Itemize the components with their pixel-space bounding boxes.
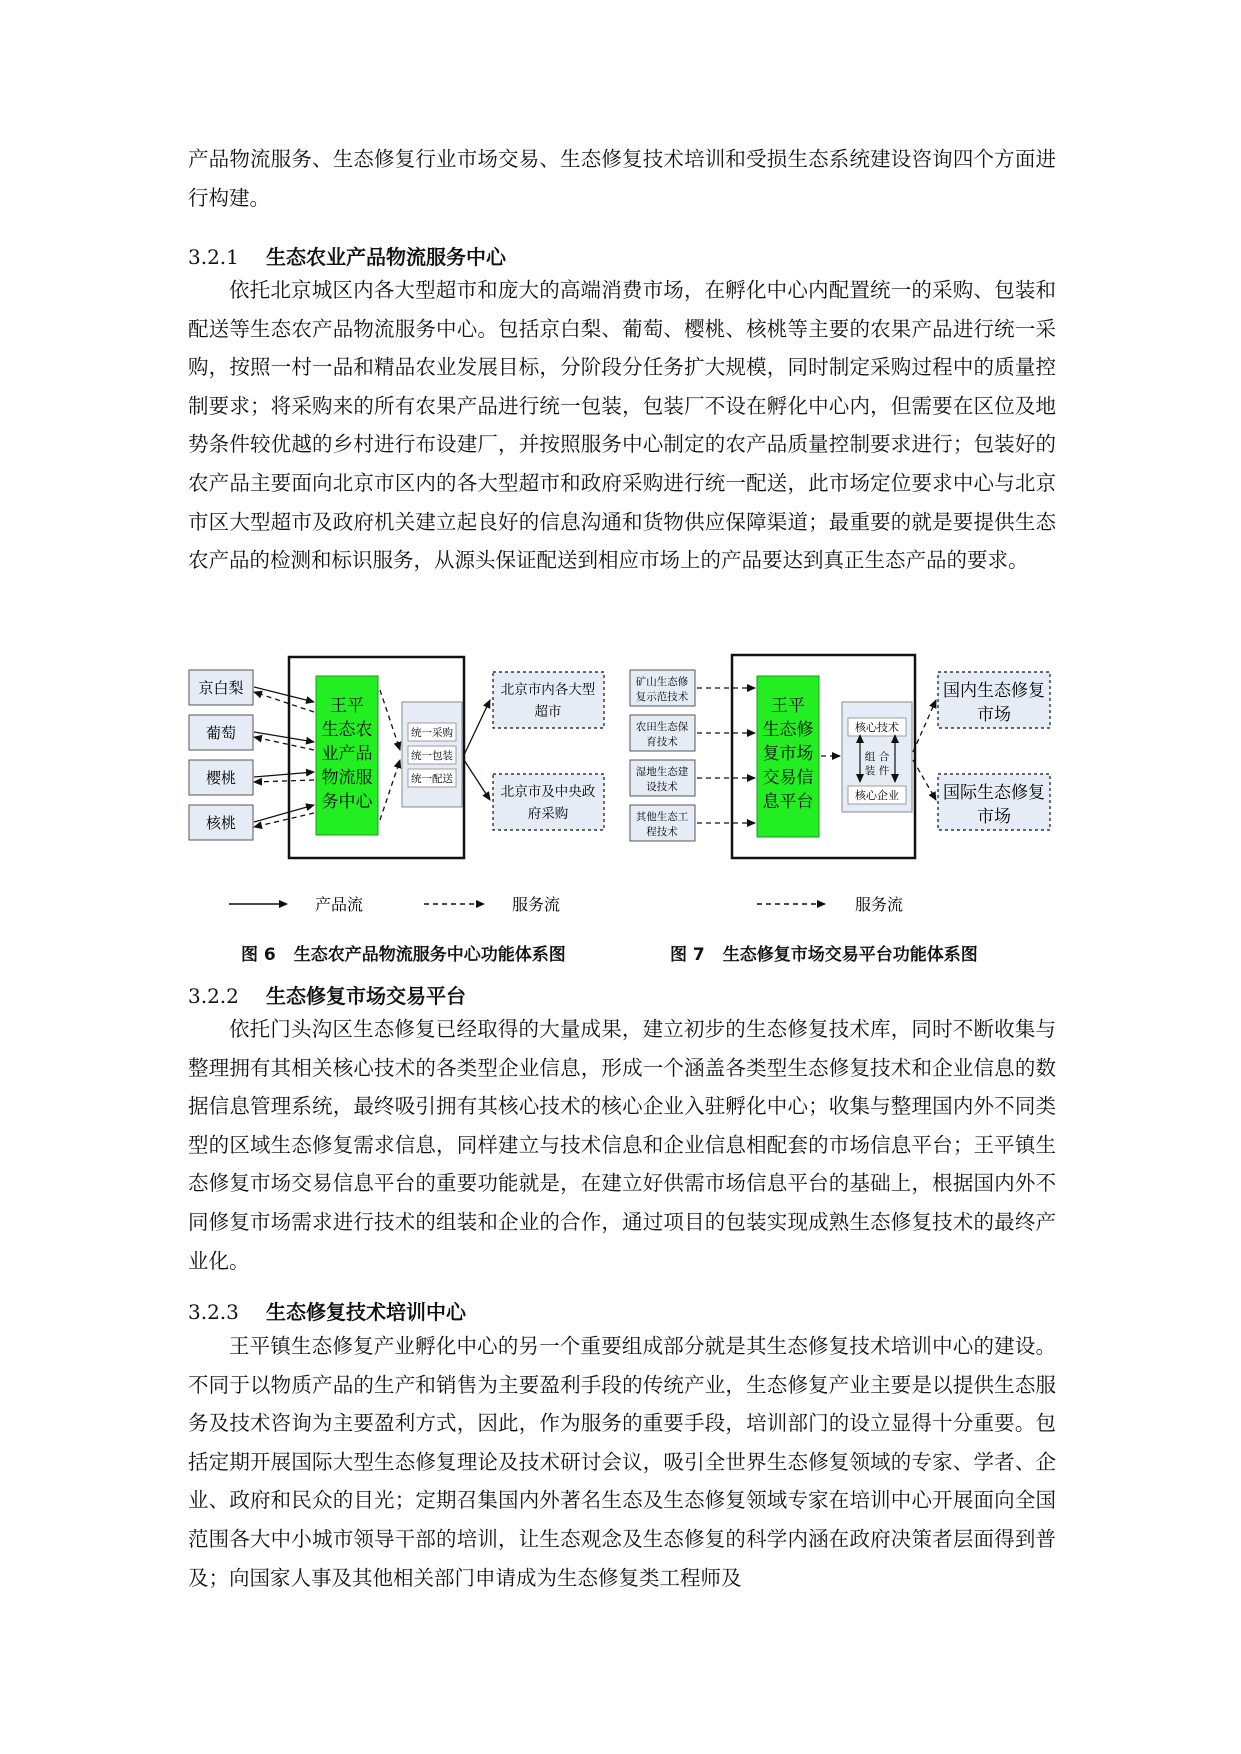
- fig7-combine-char: 合: [878, 751, 890, 763]
- fig7-combine-char: 装: [864, 765, 876, 777]
- fig7-center-line: 息平台: [762, 792, 814, 812]
- fig6-output-line: 北京市内各大型: [500, 682, 596, 698]
- fig6-input-label: 樱桃: [205, 769, 237, 787]
- section-3-2-2-body: 依托门头沟区生态修复已经取得的大量成果，建立初步的生态修复技术库，同时不断收集与整理拥有其相关核心技术的各类型企业信息，形成一个涵盖各类型生态修复技术和企业信息的数据信息管理系统，最终吸引拥有其核心技术的核心企业入驻孵化中心；收集与整理国内外不同类型的区域生态修复需求信息，同样建立与技术信息和企业信息相配套的市场信息平台；王平镇生态修复市场交易信息平台的重要功能就是，在建立好供需市场信息平台的基础上，根据国内外不同修复市场需求进行技术的组装和企业的合作，通过项目的包装实现成熟生态修复技术的最终产业化。: [188, 1017, 1056, 1273]
- caption-title: 生态农产品物流服务中心功能体系图: [293, 945, 566, 965]
- section-3-2-3-heading: [188, 1296, 466, 1325]
- fig7-core-enterprise-label: 核心企业: [855, 789, 899, 802]
- fig6-center-line: 王平: [330, 696, 364, 716]
- intro-paragraph: 产品物流服务、生态修复行业市场交易、生态修复技术培训和受损生态系统建设咨询四个方面进行构建。: [188, 147, 1056, 210]
- fig6-service-label: 统一配送: [411, 773, 453, 785]
- section-title: 生态修复市场交易平台: [266, 984, 466, 1008]
- figure-7-caption: [670, 940, 978, 965]
- fig7-output-arrows: [913, 700, 936, 800]
- fig7-combine-char: 组: [864, 751, 876, 763]
- section-title: 生态农业产品物流服务中心: [266, 245, 506, 269]
- fig7-combine-char: 件: [878, 765, 890, 777]
- fig6-legend-product-label: 产品流: [315, 895, 364, 914]
- fig7-input-line: 湿地生态建: [635, 766, 689, 778]
- fig7-input-line: 育技术: [646, 736, 678, 748]
- section-number: 3.2.3: [188, 1300, 239, 1324]
- fig6-output-arrows: [464, 700, 490, 800]
- fig7-legend-service-label: 服务流: [855, 895, 904, 914]
- section-number: 3.2.2: [188, 984, 239, 1008]
- fig7-center-line: 交易信: [762, 768, 814, 788]
- fig7-input-line: 农田生态保: [635, 721, 689, 733]
- fig6-service-label: 统一包装: [411, 750, 453, 762]
- fig6-center-line: 物流服: [321, 768, 373, 788]
- section-3-2-1-body: 依托北京城区内各大型超市和庞大的高端消费市场，在孵化中心内配置统一的采购、包装和配送等生态农产品物流服务中心。包括京白梨、葡萄、樱桃、核桃等主要的农果产品进行统一采购，按照一村一品和精品农业发展目标，分阶段分任务扩大规模，同时制定采购过程中的质量控制要求；将采购来的所有农果产品进行统一包装，包装厂不设在孵化中心内，但需要在区位及地势条件较优越的乡村进行布设建厂，并按照服务中心制定的农产品质量控制要求进行；包装好的农产品主要面向北京市区内的各大型超市和政府采购进行统一配送，此市场定位要求中心与北京市区大型超市及政府机关建立起良好的信息沟通和货物供应保障渠道；最重要的就是要提供生态农产品的检测和标识服务，从源头保证配送到相应市场上的产品要达到真正生态产品的要求。: [188, 278, 1056, 573]
- fig6-center-line: 务中心: [321, 792, 373, 812]
- fig7-center-line: 复市场: [762, 744, 814, 764]
- fig7-input-line: 其他生态工: [635, 811, 689, 823]
- fig7-input-line: 程技术: [646, 826, 678, 838]
- fig6-input-label: 葡萄: [205, 724, 237, 742]
- fig7-core-tech-label: 核心技术: [855, 721, 899, 734]
- fig6-output-line: 超市: [534, 704, 562, 720]
- fig7-output-line: 市场: [977, 705, 1011, 725]
- section-title: 生态修复技术培训中心: [266, 1300, 466, 1324]
- fig6-service-label: 统一采购: [411, 727, 453, 739]
- fig6-input-boxes: [189, 670, 253, 840]
- fig7-input-line: 矿山生态修: [635, 676, 689, 688]
- fig6-legend-service-label: 服务流: [512, 895, 561, 914]
- fig7-input-line: 复示范技术: [635, 691, 689, 703]
- figure-6-caption: [241, 940, 566, 965]
- fig6-service-arrows: [380, 690, 400, 820]
- fig7-input-arrows: [697, 688, 755, 823]
- fig6-input-label: 京白梨: [198, 679, 244, 697]
- fig7-center-line: 王平: [771, 696, 805, 716]
- fig7-input-line: 设技术: [646, 781, 678, 793]
- fig6-input-label: 核桃: [205, 814, 237, 832]
- fig7-output-line: 市场: [977, 807, 1011, 827]
- fig7-center-line: 生态修: [762, 720, 814, 740]
- figure-7: [630, 655, 1050, 914]
- caption-number: 图 6: [241, 945, 276, 965]
- fig6-output-line: 府采购: [527, 806, 569, 822]
- fig7-output-line: 国内生态修复: [943, 681, 1045, 701]
- fig6-center-line: 生态农: [321, 720, 373, 740]
- section-3-2-2-heading: [188, 980, 466, 1009]
- figure-6: [189, 657, 604, 914]
- fig7-output-line: 国际生态修复: [943, 783, 1045, 803]
- fig6-input-arrows: [254, 687, 314, 827]
- fig6-output-line: 北京市及中央政: [500, 784, 596, 800]
- fig6-center-line: 业产品: [321, 744, 373, 764]
- section-3-2-3-body: 王平镇生态修复产业孵化中心的另一个重要组成部分就是其生态修复技术培训中心的建设。不同于以物质产品的生产和销售为主要盈利手段的传统产业，生态修复产业主要是以提供生态服务及技术咨询为主要盈利方式，因此，作为服务的重要手段，培训部门的设立显得十分重要。包括定期开展国际大型生态修复理论及技术研讨会议，吸引全世界生态修复领域的专家、学者、企业、政府和民众的目光；定期召集国内外著名生态及生态修复领域专家在培训中心开展面向全国范围各大中小城市领导干部的培训，让生态观念及生态修复的科学内涵在政府决策者层面得到普及；向国家人事及其他相关部门申请成为生态修复类工程师及: [188, 1334, 1056, 1590]
- section-number: 3.2.1: [188, 245, 239, 269]
- caption-title: 生态修复市场交易平台功能体系图: [722, 945, 978, 965]
- caption-number: 图 7: [670, 945, 705, 965]
